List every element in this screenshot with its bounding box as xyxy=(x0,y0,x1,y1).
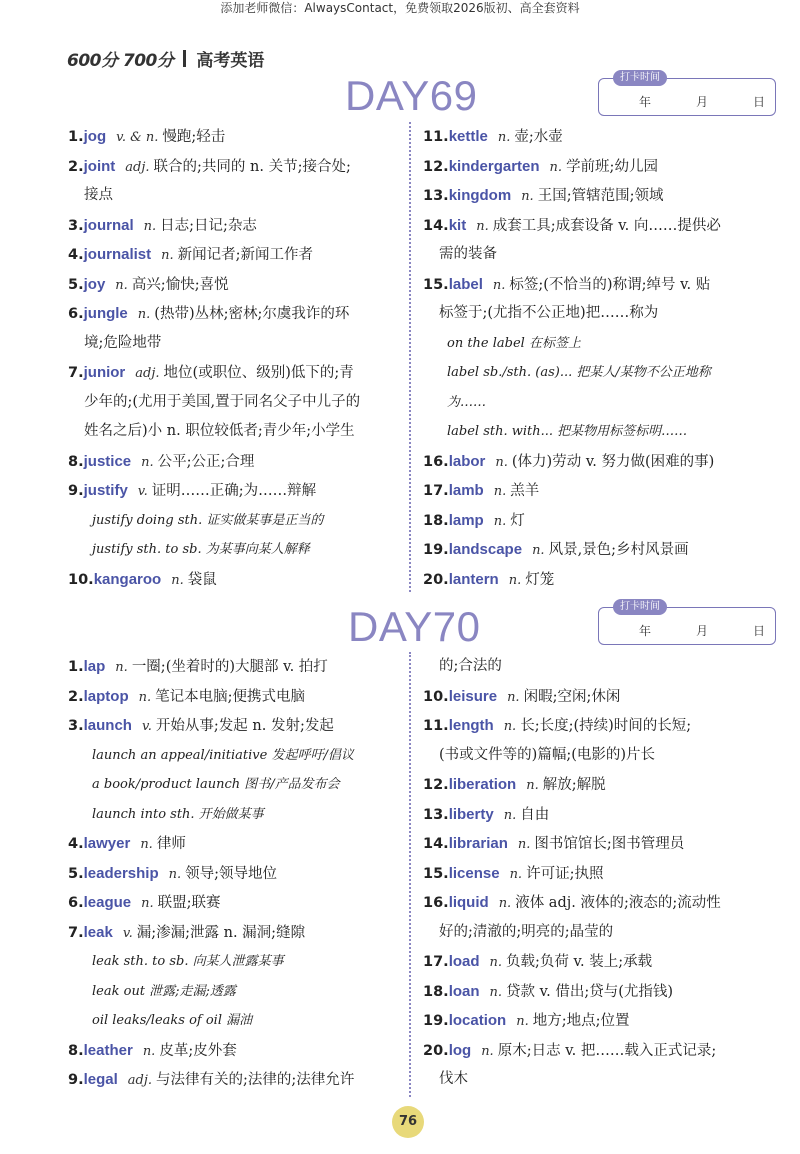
vocab-entry xyxy=(423,682,763,712)
vocab-entry xyxy=(68,859,403,889)
entry-number: 17. xyxy=(423,954,449,970)
entry-number: 13. xyxy=(423,806,449,823)
vocab-word: leadership xyxy=(83,864,159,882)
definition: 高兴;愉快;喜悦 xyxy=(131,276,229,293)
part-of-speech: n. xyxy=(549,159,563,175)
vocab-entry xyxy=(423,152,763,182)
definition-continuation: 标签于;(尤指不公正地)把……称为 xyxy=(439,305,659,321)
vocab-entry xyxy=(423,476,763,506)
definition: 羔羊 xyxy=(510,483,540,499)
usage-example: launch into sth. 开始做某事 xyxy=(92,806,264,822)
vocab-word: lawyer xyxy=(83,835,131,852)
entry-number: 7. xyxy=(68,365,84,381)
vocab-entry xyxy=(423,859,763,889)
part-of-speech: n. xyxy=(138,689,152,705)
entry-number: 20. xyxy=(423,1042,449,1059)
usage-example: justify sth. to sb. 为某事向某人解释 xyxy=(92,542,310,557)
vocab-entry xyxy=(423,947,763,977)
part-of-speech: adj. xyxy=(135,366,160,381)
vocab-entry xyxy=(423,211,763,241)
entry-number: 17. xyxy=(423,483,449,499)
vocab-entry xyxy=(68,358,403,388)
vocab-entry xyxy=(423,447,763,477)
definition: 壶;水壶 xyxy=(514,129,563,145)
vocab-word: jog xyxy=(83,128,107,145)
vocab-word: liquid xyxy=(448,894,489,911)
definition-continuation: 少年的;(尤用于美国,置于同名父子中儿子的 xyxy=(84,393,361,410)
part-of-speech: n. xyxy=(476,218,489,234)
part-of-speech: n. xyxy=(508,572,522,588)
definition: 灯笼 xyxy=(525,571,555,588)
checkin-day: 日 xyxy=(752,624,765,638)
vocab-word: load xyxy=(448,953,480,970)
definition-continuation: 接点 xyxy=(84,187,113,203)
part-of-speech: v. xyxy=(122,925,133,941)
part-of-speech: adj. xyxy=(127,1073,153,1088)
vocab-entry xyxy=(68,565,403,595)
part-of-speech: n. xyxy=(497,130,511,145)
entry-number: 16. xyxy=(423,895,449,911)
part-of-speech: n. xyxy=(516,1014,529,1029)
vocab-word: journalist xyxy=(83,246,152,263)
part-of-speech: n. xyxy=(481,1043,494,1059)
vocab-word: loan xyxy=(448,982,480,1000)
vocab-entry xyxy=(423,181,763,211)
vocab-word: legal xyxy=(83,1071,118,1088)
vocab-entry xyxy=(423,270,763,300)
vocab-entry xyxy=(68,270,403,300)
vocab-entry xyxy=(423,1036,763,1066)
vocab-entry xyxy=(68,711,403,741)
definition: 开始从事;发起 n. 发射;发起 xyxy=(155,718,334,734)
entry-number: 3. xyxy=(68,217,84,234)
brand-score: 600分 700分 xyxy=(67,50,174,71)
vocab-entry xyxy=(68,122,403,152)
entry-number: 18. xyxy=(423,512,449,529)
part-of-speech: adj. xyxy=(125,159,150,175)
vocab-word: labor xyxy=(448,452,486,470)
vocab-word: jungle xyxy=(83,305,128,322)
vocab-entry xyxy=(68,211,403,241)
definition: 许可证;执照 xyxy=(526,865,604,882)
usage-example: on the label 在标签上 xyxy=(447,335,581,351)
part-of-speech: n. xyxy=(171,572,184,588)
checkin-tag: 打卡时间 xyxy=(613,599,667,615)
vocab-entry xyxy=(68,682,403,712)
usage-example: label sth. with... 把某物用标签标明…… xyxy=(447,424,688,439)
entry-number: 19. xyxy=(423,542,449,558)
part-of-speech: n. xyxy=(493,513,507,529)
brand-separator xyxy=(183,50,186,67)
definition-continuation: 好的;清澈的;明亮的;晶莹的 xyxy=(439,923,614,940)
part-of-speech: n. xyxy=(142,1043,156,1059)
vocab-word: landscape xyxy=(448,541,523,558)
part-of-speech: n. xyxy=(141,454,154,470)
part-of-speech: n. xyxy=(509,866,523,882)
part-of-speech: n. xyxy=(141,896,154,911)
checkin-year: 年 xyxy=(639,95,652,109)
usage-example: 为…… xyxy=(447,394,487,410)
vocab-word: journal xyxy=(83,216,134,234)
definition: 长;长度;(持续)时间的长短; xyxy=(520,718,692,734)
entry-number: 10. xyxy=(68,571,94,588)
definition: 新闻记者;新闻工作者 xyxy=(177,247,314,263)
entry-number: 13. xyxy=(423,188,449,204)
part-of-speech: n. xyxy=(115,660,128,675)
vocab-word: leather xyxy=(83,1041,133,1059)
definition: (热带)丛林;密林;尔虞我诈的环 xyxy=(154,306,350,322)
usage-example: leak out 泄露;走漏;透露 xyxy=(92,983,236,999)
part-of-speech: n. xyxy=(143,218,157,234)
definition-continuation: 姓名之后)小 n. 职位较低者;青少年;小学生 xyxy=(84,423,355,439)
definition: 律师 xyxy=(156,836,186,852)
definition-continuation: 需的装备 xyxy=(439,246,497,262)
entry-number: 1. xyxy=(68,129,84,145)
entry-number: 11. xyxy=(423,718,449,734)
day70-left-column xyxy=(68,652,403,1095)
part-of-speech: n. xyxy=(526,778,539,793)
vocab-entry xyxy=(68,447,403,477)
vocab-word: launch xyxy=(83,717,132,734)
vocab-entry xyxy=(423,711,763,741)
vocab-entry xyxy=(423,800,763,830)
vocab-entry xyxy=(68,299,403,329)
day69-column-divider xyxy=(409,122,411,592)
definition: 皮革;皮外套 xyxy=(159,1042,237,1059)
entry-number: 15. xyxy=(423,276,449,293)
part-of-speech: v. & n. xyxy=(116,130,159,145)
part-of-speech: n. xyxy=(168,866,182,882)
day69-title: DAY69 xyxy=(345,72,478,119)
part-of-speech: n. xyxy=(507,689,520,705)
definition: 液体 adj. 液体的;液态的;流动性 xyxy=(515,895,721,911)
definition: 领导;领导地位 xyxy=(185,865,278,882)
entry-number: 8. xyxy=(68,453,84,470)
vocab-word: kingdom xyxy=(448,187,512,204)
entry-number: 7. xyxy=(68,924,84,941)
part-of-speech: n. xyxy=(503,807,517,823)
part-of-speech: n. xyxy=(532,543,545,558)
entry-number: 15. xyxy=(423,865,449,882)
part-of-speech: n. xyxy=(503,719,517,734)
definition: 风景,景色;乡村风景画 xyxy=(548,542,689,558)
vocab-word: liberty xyxy=(448,805,494,823)
vocab-word: lap xyxy=(83,658,106,675)
entry-number: 2. xyxy=(68,688,84,705)
vocab-word: lamp xyxy=(448,511,484,529)
vocab-entry xyxy=(68,152,403,182)
vocab-word: kangaroo xyxy=(93,570,162,588)
usage-example: oil leaks/leaks of oil 漏油 xyxy=(92,1013,253,1028)
vocab-entry xyxy=(68,829,403,859)
part-of-speech: n. xyxy=(521,189,534,204)
vocab-entry xyxy=(68,652,403,682)
definition: 标签;(不恰当的)称谓;绰号 v. 贴 xyxy=(509,276,711,293)
definition: 联盟;联赛 xyxy=(157,895,221,911)
definition: 王国;管辖范围;领域 xyxy=(537,188,664,204)
entry-number: 6. xyxy=(68,895,84,911)
vocab-word: log xyxy=(448,1041,472,1059)
part-of-speech: n. xyxy=(161,248,174,263)
entry-number: 2. xyxy=(68,158,84,175)
checkin-date xyxy=(639,93,765,110)
part-of-speech: n. xyxy=(137,307,151,322)
definition: 袋鼠 xyxy=(187,571,217,588)
part-of-speech: n. xyxy=(517,837,531,852)
definition: 地位(或职位、级别)低下的;青 xyxy=(163,365,354,381)
definition: 贷款 v. 借出;贷与(尤指钱) xyxy=(506,983,674,1000)
part-of-speech: n. xyxy=(495,454,508,470)
entry-number: 11. xyxy=(423,129,449,145)
vocab-word: location xyxy=(448,1012,507,1029)
definition-continuation: 伐木 xyxy=(439,1071,468,1087)
day70-column-divider xyxy=(409,652,411,1097)
vocab-word: leisure xyxy=(448,687,498,705)
entry-number: 20. xyxy=(423,571,449,588)
entry-number: 12. xyxy=(423,777,449,793)
definition: 灯 xyxy=(510,512,525,529)
vocab-word: kit xyxy=(448,216,467,234)
definition: 慢跑;轻击 xyxy=(162,129,226,145)
entry-number: 19. xyxy=(423,1013,449,1029)
vocab-word: kettle xyxy=(448,128,488,145)
checkin-day: 日 xyxy=(752,95,765,109)
part-of-speech: n. xyxy=(498,896,512,911)
definition: 联合的;共同的 n. 关节;接合处; xyxy=(153,158,351,175)
part-of-speech: v. xyxy=(141,719,152,734)
usage-example: justify doing sth. 证实做某事是正当的 xyxy=(92,512,324,528)
vocab-entry xyxy=(68,240,403,270)
usage-example: a book/product launch 图书/产品发布会 xyxy=(92,777,340,792)
vocab-entry xyxy=(68,1036,403,1066)
checkin-month: 月 xyxy=(695,624,708,638)
book-brand xyxy=(67,44,264,72)
entry-number: 14. xyxy=(423,836,449,852)
day70-checkin-box xyxy=(598,601,776,645)
definition: (体力)劳动 v. 努力做(困难的事) xyxy=(511,453,715,470)
definition: 笔记本电脑;便携式电脑 xyxy=(155,688,306,705)
vocab-entry xyxy=(68,888,403,918)
vocab-word: justice xyxy=(83,452,132,470)
checkin-date xyxy=(639,622,765,639)
day70-right-column xyxy=(423,652,763,1095)
entry-number: 18. xyxy=(423,983,449,1000)
definition: 负载;负荷 v. 装上;承载 xyxy=(506,954,653,970)
vocab-entry xyxy=(423,1006,763,1036)
vocab-entry xyxy=(423,977,763,1007)
entry-number: 8. xyxy=(68,1042,84,1059)
day70-title: DAY70 xyxy=(348,603,481,650)
checkin-month: 月 xyxy=(695,95,708,109)
entry-number: 3. xyxy=(68,718,84,734)
vocab-word: leak xyxy=(83,923,113,941)
vocab-entry xyxy=(423,829,763,859)
definition: 证明……正确;为……辩解 xyxy=(151,483,317,499)
vocab-entry xyxy=(68,1065,403,1095)
entry-number: 14. xyxy=(423,217,449,234)
part-of-speech: n. xyxy=(493,484,507,499)
part-of-speech: n. xyxy=(115,277,128,293)
part-of-speech: n. xyxy=(489,955,503,970)
promo-banner: 添加老师微信：AlwaysContact，免费领取2026版初、高全套资料 xyxy=(220,1,580,15)
entry-number: 5. xyxy=(68,865,84,882)
definition-continuation: 境;危险地带 xyxy=(84,334,162,351)
vocab-entry xyxy=(68,476,403,506)
definition: 公平;公正;合理 xyxy=(157,453,255,470)
definition: 解放;解脱 xyxy=(542,777,606,793)
entry-continuation: 的;合法的 xyxy=(439,658,502,674)
part-of-speech: n. xyxy=(489,984,503,1000)
part-of-speech: n. xyxy=(140,837,153,852)
vocab-word: justify xyxy=(83,482,128,499)
usage-example: label sb./sth. (as)... 把某人/某物不公正地称 xyxy=(447,365,711,380)
part-of-speech: n. xyxy=(492,277,506,293)
part-of-speech: v. xyxy=(137,484,148,499)
entry-number: 9. xyxy=(68,483,84,499)
definition: 原木;日志 v. 把……载入正式记录; xyxy=(497,1042,717,1059)
definition-continuation: (书或文件等的)篇幅;(电影的)片长 xyxy=(439,746,656,763)
usage-example: launch an appeal/initiative 发起呼吁/倡议 xyxy=(92,747,354,763)
definition: 漏;渗漏;泄露 n. 漏洞;缝隙 xyxy=(136,924,306,941)
page-number: 76 xyxy=(392,1106,424,1138)
definition: 日志;日记;杂志 xyxy=(160,217,257,234)
vocab-word: junior xyxy=(83,364,126,381)
entry-number: 10. xyxy=(423,688,449,705)
vocab-entry xyxy=(68,918,403,948)
entry-number: 9. xyxy=(68,1072,84,1088)
vocab-entry xyxy=(423,535,763,565)
definition: 图书馆馆长;图书管理员 xyxy=(534,836,685,852)
day69-right-column xyxy=(423,122,763,594)
vocab-word: joy xyxy=(83,275,106,293)
definition: 与法律有关的;法律的;法律允许 xyxy=(156,1072,355,1088)
entry-number: 12. xyxy=(423,158,449,175)
definition: 学前班;幼儿园 xyxy=(566,158,658,175)
entry-number: 6. xyxy=(68,306,84,322)
entry-number: 1. xyxy=(68,659,84,675)
vocab-entry xyxy=(423,888,763,918)
day69-checkin-box xyxy=(598,72,776,116)
checkin-year: 年 xyxy=(639,624,652,638)
entry-number: 5. xyxy=(68,276,84,293)
definition: 地方;地点;位置 xyxy=(532,1013,630,1029)
vocab-word: license xyxy=(448,864,500,882)
brand-title: 高考英语 xyxy=(196,50,265,71)
vocab-word: laptop xyxy=(83,687,129,705)
vocab-word: length xyxy=(448,717,494,734)
checkin-tag: 打卡时间 xyxy=(613,70,667,86)
vocab-word: lamb xyxy=(448,482,484,499)
vocab-word: kindergarten xyxy=(448,157,540,175)
vocab-word: librarian xyxy=(448,835,508,852)
definition: 成套工具;成套设备 v. 向……提供必 xyxy=(492,217,721,234)
vocab-word: lantern xyxy=(448,570,499,588)
vocab-word: joint xyxy=(83,157,116,175)
definition: 自由 xyxy=(520,806,550,823)
vocab-word: label xyxy=(448,275,483,293)
vocab-entry xyxy=(423,122,763,152)
entry-number: 16. xyxy=(423,453,449,470)
day69-left-column xyxy=(68,122,403,594)
entry-number: 4. xyxy=(68,836,84,852)
definition: 闲暇;空闲;休闲 xyxy=(523,688,621,705)
entry-number: 4. xyxy=(68,247,84,263)
vocab-entry xyxy=(423,770,763,800)
vocab-word: liberation xyxy=(448,776,517,793)
definition: 一圈;(坐着时的)大腿部 v. 拍打 xyxy=(131,659,328,675)
usage-example: leak sth. to sb. 向某人泄露某事 xyxy=(92,954,284,969)
vocab-word: league xyxy=(83,894,132,911)
vocab-entry xyxy=(423,565,763,595)
vocab-entry xyxy=(423,506,763,536)
